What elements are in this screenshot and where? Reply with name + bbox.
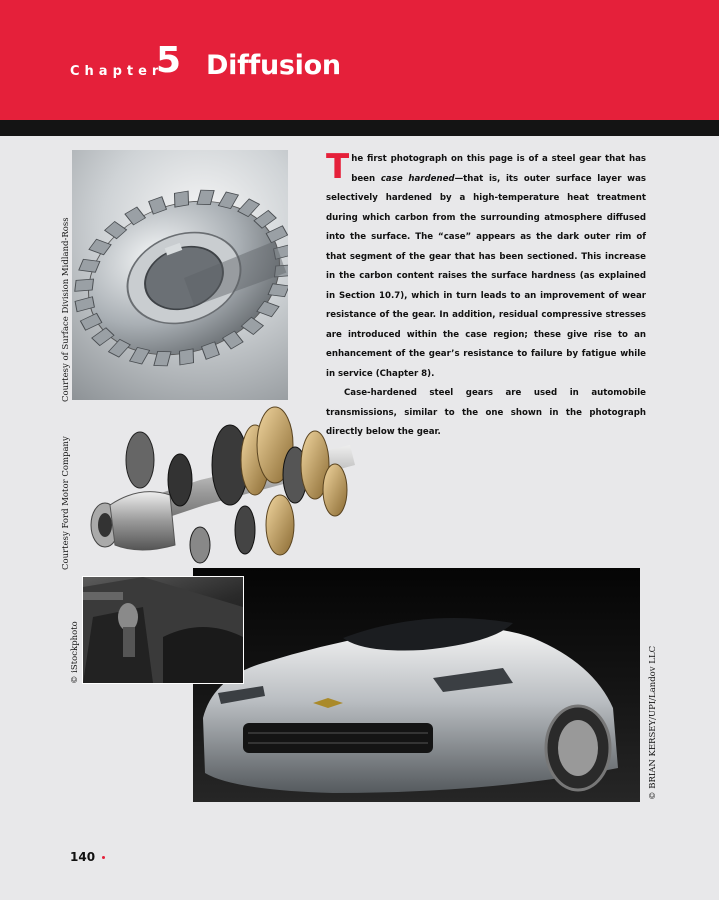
page-dot [102, 856, 105, 859]
gear-photo [72, 150, 288, 400]
interior-photo [82, 576, 244, 684]
banner-stripe [0, 120, 719, 136]
transmission-illustration [80, 405, 360, 580]
paragraph-1-part-2: —that is, its outer surface layer was selectively hardened by a high-temperature heat treatment during which carbon from the surrounding atmosphere diffused into the surface. The “case” appears as the dark outer rim of that segment of the gear that has been sectioned. This increase in the carbon content raises the surface hardness (as explained in Section 10.7), which in turn leads to an improvement of wear resistance of the gear. In addition, residual compressive stresses are introduced within the case region; these give rise to an enhancement of the gear’s resistance to failure by fatigue while in service (Chapter 8). [326, 173, 646, 379]
case-hardened-term: case hardened [380, 173, 455, 184]
paragraph-1 [326, 147, 646, 384]
car-photo [193, 568, 640, 802]
drop-cap: T [326, 147, 350, 187]
transmission-photo [80, 405, 360, 580]
credit-gear: Courtesy of Surface Division Midland-Ross [61, 217, 71, 402]
gear-illustration [72, 150, 288, 400]
body-text [326, 147, 646, 443]
gear-tooth [218, 192, 238, 209]
paragraph-1-part-1: he first photograph on this page is of a steel gear that has been [351, 154, 646, 184]
credit-istock: © iStockphoto [70, 621, 80, 684]
chapter-banner [0, 0, 719, 120]
gear-tooth [179, 349, 193, 365]
gear-shifter-illustration [83, 577, 243, 683]
car-illustration [193, 568, 640, 802]
page-number: 140 [70, 850, 96, 864]
gear-tooth [80, 313, 101, 330]
chapter-number: 5 [156, 40, 182, 81]
paragraph-2: Case-hardened steel gears are used in automobile transmissions, similar to the one shown in the photograph directly below the gear. [326, 388, 646, 437]
gear-tooth [130, 347, 150, 364]
chapter-label: Chapter [70, 64, 164, 79]
gear-tooth [75, 279, 94, 291]
chapter-title: Diffusion [206, 50, 341, 81]
credit-ford: Courtesy Ford Motor Company [61, 436, 71, 570]
gear-tooth [174, 191, 188, 207]
gear-tooth [266, 226, 287, 243]
credit-kersey: © BRIAN KERSEY/UPI/Landov LLC [648, 645, 658, 800]
